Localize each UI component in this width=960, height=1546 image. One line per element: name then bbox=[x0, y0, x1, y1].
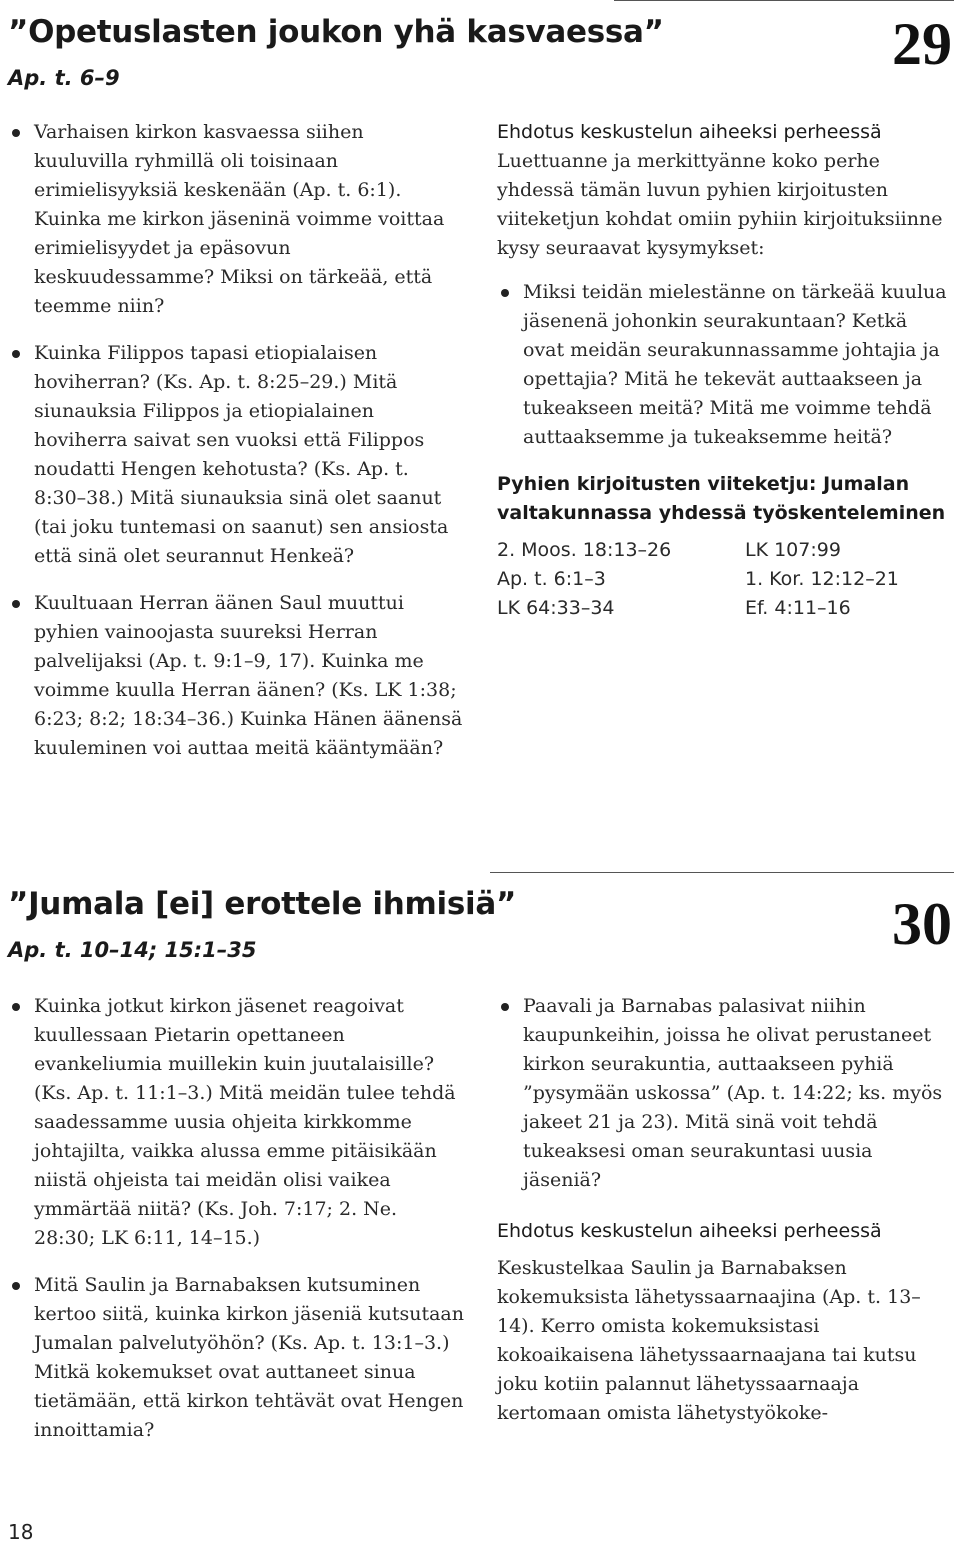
left-column bbox=[8, 118, 464, 763]
discussion-bullet: Kuinka jotkut kirkon jäsenet reagoivat kuullessaan Pietarin opettaneen evankeliumia muillekin kuin juutalaisille? (Ks. Ap. t. 11:1–3.) Mitä meidän tulee tehdä saadessamme uusia ohjeita kirkkomme johtajilta, vaikka alussa emme pitäisikään niistä ohjeista tai meidän olisi vaikea ymmärtää niitä? (Ks. Joh. 7:17; 2. Ne. 28:30; LK 6:11, 14–15.) bbox=[8, 992, 464, 1253]
family-bullet: Miksi teidän mielestänne on tärkeää kuulua jäsenenä johonkin seurakuntaan? Ketkä ovat meidän seurakunnassamme johtajia ja opettajia? Mitä he tekevät auttaakseen ja tukeakseen meitä? Mitä me voimme tehdä auttaaksemme ja tukeaksemme heitä? bbox=[497, 278, 947, 452]
family-text: Keskustelkaa Saulin ja Barnabaksen kokemuksista lähetyssaarnaajina (Ap. t. 13–14). Kerro omista kokemuksistasi kokoaikaisena lähetyssaarnaajana tai kutsu joku kotiin palannut lähetyssaarnaaja kertomaan omista lähetystyökoke- bbox=[497, 1257, 921, 1424]
lesson-title: ”Jumala [ei] erottele ihmisiä” bbox=[8, 886, 517, 922]
discussion-bullet: Varhaisen kirkon kasvaessa siihen kuuluvilla ryhmillä oli toisinaan erimielisyyksiä keskenään (Ap. t. 6:1). Kuinka me kirkon jäseninä voimme voittaa erimielisyydet ja epäsovun keskuudessamme? Miksi on tärkeää, että teemme niin? bbox=[8, 118, 464, 321]
chain-ref: Ap. t. 6:1–3 bbox=[497, 568, 606, 590]
left-column bbox=[8, 992, 464, 1445]
family-text: Luettuanne ja merkittyänne koko perhe yhdessä tämän luvun pyhien kirjoitusten viiteketjun kohdat omiin pyhiin kirjoituksiinne kysy seuraavat kysymykset: bbox=[497, 150, 943, 259]
discussion-bullet: Kuinka Filippos tapasi etiopialaisen hoviherran? (Ks. Ap. t. 8:25–29.) Mitä siunauksia Filippos ja etiopialainen hoviherra saivat sen vuoksi että Filippos noudatti Hengen kehotusta? (Ks. Ap. t. 8:30–38.) Mitä siunauksia sinä olet saanut (tai joku tuntemasi on saanut) sen ansiosta että sinä olet seurannut Henkeä? bbox=[8, 339, 464, 571]
page-number: 18 bbox=[8, 1520, 34, 1544]
header-rule bbox=[490, 872, 954, 873]
chain-ref: 2. Moos. 18:13–26 bbox=[497, 539, 672, 561]
right-column bbox=[497, 118, 947, 623]
chain-ref: LK 64:33–34 bbox=[497, 597, 615, 619]
discussion-bullet: Mitä Saulin ja Barnabaksen kutsuminen kertoo siitä, kuinka kirkon jäseniä kutsutaan Jumalan palvelutyöhön? (Ks. Ap. t. 13:1–3.) Mitkä kokemukset ovat auttaneet sinua tietämään, että kirkon tehtävät ovat Hengen innoittamia? bbox=[8, 1271, 464, 1445]
lesson-reference: Ap. t. 6–9 bbox=[8, 66, 120, 90]
chain-ref: 1. Kor. 12:12–21 bbox=[745, 568, 899, 590]
family-heading: Ehdotus keskustelun aiheeksi perheessä bbox=[497, 1220, 882, 1242]
lesson-number: 30 bbox=[892, 891, 952, 957]
discussion-bullet: Paavali ja Barnabas palasivat niihin kaupunkeihin, joissa he olivat perustaneet kirkon seurakuntia, auttaakseen pyhiä ”pysymään uskossa” (Ap. t. 14:22; ks. myös jakeet 21 ja 23). Mitä sinä voit tehdä tukeaksesi oman seurakuntasi uusia jäseniä? bbox=[497, 992, 947, 1195]
header-rule bbox=[614, 0, 954, 1]
chain-ref: LK 107:99 bbox=[745, 539, 841, 561]
scripture-chain bbox=[497, 536, 947, 623]
discussion-bullet: Kuultuaan Herran äänen Saul muuttui pyhien vainoojasta suureksi Herran palvelijaksi (Ap. t. 9:1–9, 17). Kuinka me voimme kuulla Herran äänen? (Ks. LK 1:38; 6:23; 8:2; 18:34–36.) Kuinka Hänen äänensä kuuleminen voi auttaa meitä kääntymään? bbox=[8, 589, 464, 763]
chain-ref: Ef. 4:11–16 bbox=[745, 597, 851, 619]
right-column bbox=[497, 992, 947, 1428]
lesson-reference: Ap. t. 10–14; 15:1–35 bbox=[8, 938, 257, 962]
chain-heading: Pyhien kirjoitusten viiteketju: Jumalan valtakunnassa yhdessä työskenteleminen bbox=[497, 473, 946, 524]
lesson-title: ”Opetuslasten joukon yhä kasvaessa” bbox=[8, 14, 664, 50]
lesson-number: 29 bbox=[892, 11, 952, 77]
family-heading: Ehdotus keskustelun aiheeksi perheessä bbox=[497, 121, 882, 143]
